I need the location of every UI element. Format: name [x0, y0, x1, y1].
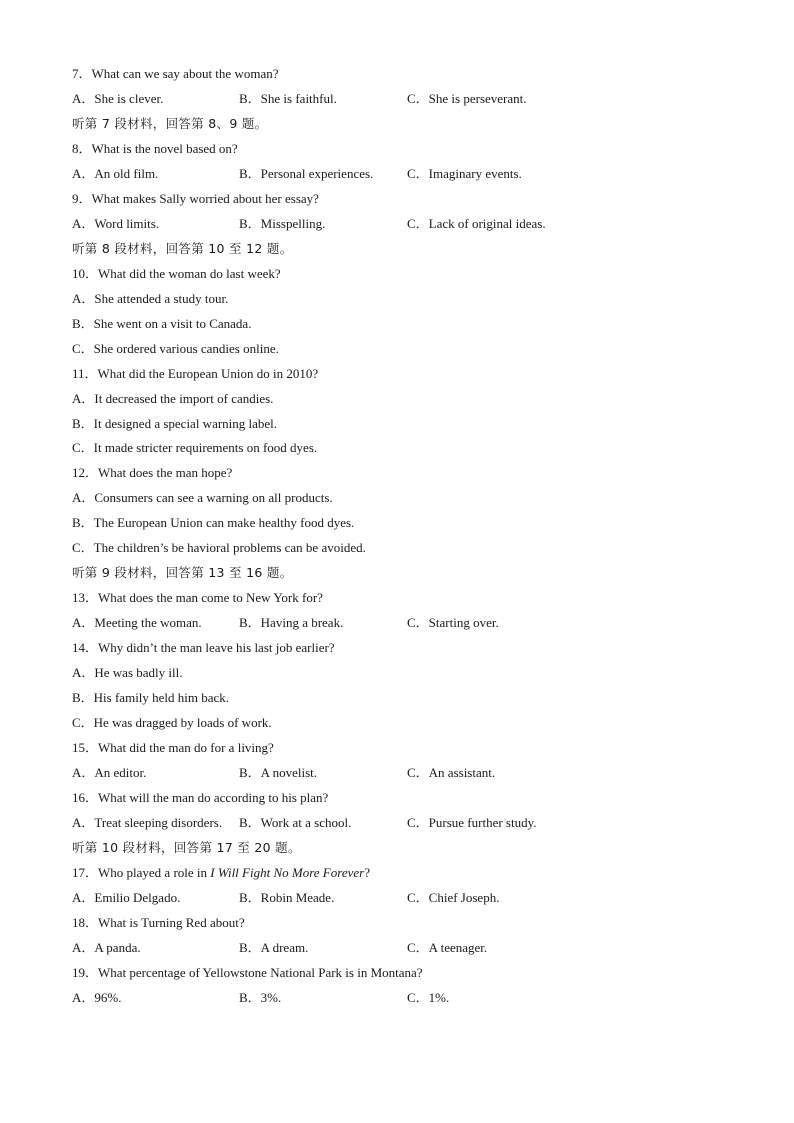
- question-17-end: ?: [364, 865, 370, 880]
- option-18c: C．A teenager.: [407, 940, 488, 955]
- option-13c: C．Starting over.: [407, 615, 499, 630]
- option-17a: A．Emilio Delgado.: [72, 890, 181, 905]
- question-9: 9．What makes Sally worried about her essay?: [72, 191, 319, 206]
- question-10: 10．What did the woman do last week?: [72, 266, 281, 281]
- question-18: 18．What is Turning Red about?: [72, 915, 245, 930]
- option-14a: A．He was badly ill.: [72, 665, 183, 680]
- option-12b: B．The European Union can make healthy food dyes.: [72, 515, 355, 530]
- option-13a: A．Meeting the woman.: [72, 615, 202, 630]
- option-9b: B．Misspelling.: [239, 216, 326, 231]
- option-12a: A．Consumers can see a warning on all products.: [72, 490, 333, 505]
- option-10b: B．She went on a visit to Canada.: [72, 316, 252, 331]
- question-12: 12．What does the man hope?: [72, 465, 233, 480]
- question-8: 8．What is the novel based on?: [72, 141, 238, 156]
- option-12c: C．The children’s be havioral problems can be avoided.: [72, 540, 366, 555]
- question-17-title: I Will Fight No More Forever: [210, 865, 365, 880]
- question-13: 13．What does the man come to New York for?: [72, 590, 323, 605]
- option-19c: C．1%.: [407, 990, 450, 1005]
- option-15b: B．A novelist.: [239, 765, 318, 780]
- section-heading-7: 听第 7 段材料，回答第 8、9 题。: [72, 116, 268, 131]
- option-17c: C．Chief Joseph.: [407, 890, 500, 905]
- option-10c: C．She ordered various candies online.: [72, 341, 279, 356]
- option-9a: A．Word limits.: [72, 216, 160, 231]
- question-14: 14．Why didn’t the man leave his last job earlier?: [72, 640, 335, 655]
- option-15c: C．An assistant.: [407, 765, 496, 780]
- option-10a: A．She attended a study tour.: [72, 291, 229, 306]
- option-16c: C．Pursue further study.: [407, 815, 537, 830]
- section-heading-9: 听第 9 段材料，回答第 13 至 16 题。: [72, 565, 293, 580]
- option-11c: C．It made stricter requirements on food dyes.: [72, 440, 318, 455]
- question-17-text: 17．Who played a role in: [72, 865, 211, 880]
- question-11: 11．What did the European Union do in 2010?: [72, 366, 319, 381]
- option-19a: A．96%.: [72, 990, 122, 1005]
- option-8c: C．Imaginary events.: [407, 166, 522, 181]
- option-16a: A．Treat sleeping disorders.: [72, 815, 223, 830]
- question-17: [72, 860, 370, 885]
- option-7b: B．She is faithful.: [239, 91, 337, 106]
- option-11a: A．It decreased the import of candies.: [72, 391, 274, 406]
- option-11b: B．It designed a special warning label.: [72, 416, 278, 431]
- option-19b: B．3%.: [239, 990, 282, 1005]
- question-16: 16．What will the man do according to his plan?: [72, 790, 329, 805]
- question-15: 15．What did the man do for a living?: [72, 740, 274, 755]
- option-7c: C．She is perseverant.: [407, 91, 527, 106]
- option-14b: B．His family held him back.: [72, 690, 230, 705]
- option-16b: B．Work at a school.: [239, 815, 352, 830]
- option-18a: A．A panda.: [72, 940, 141, 955]
- section-heading-10: 听第 10 段材料，回答第 17 至 20 题。: [72, 840, 301, 855]
- option-18b: B．A dream.: [239, 940, 309, 955]
- question-7: 7．What can we say about the woman?: [72, 66, 279, 81]
- question-19: 19．What percentage of Yellowstone National Park is in Montana?: [72, 965, 423, 980]
- option-14c: C．He was dragged by loads of work.: [72, 715, 272, 730]
- option-7a: A．She is clever.: [72, 91, 164, 106]
- option-8a: A．An old film.: [72, 166, 159, 181]
- option-13b: B．Having a break.: [239, 615, 344, 630]
- option-9c: C．Lack of original ideas.: [407, 216, 546, 231]
- option-8b: B．Personal experiences.: [239, 166, 374, 181]
- option-15a: A．An editor.: [72, 765, 147, 780]
- option-17b: B．Robin Meade.: [239, 890, 335, 905]
- section-heading-8: 听第 8 段材料，回答第 10 至 12 题。: [72, 241, 293, 256]
